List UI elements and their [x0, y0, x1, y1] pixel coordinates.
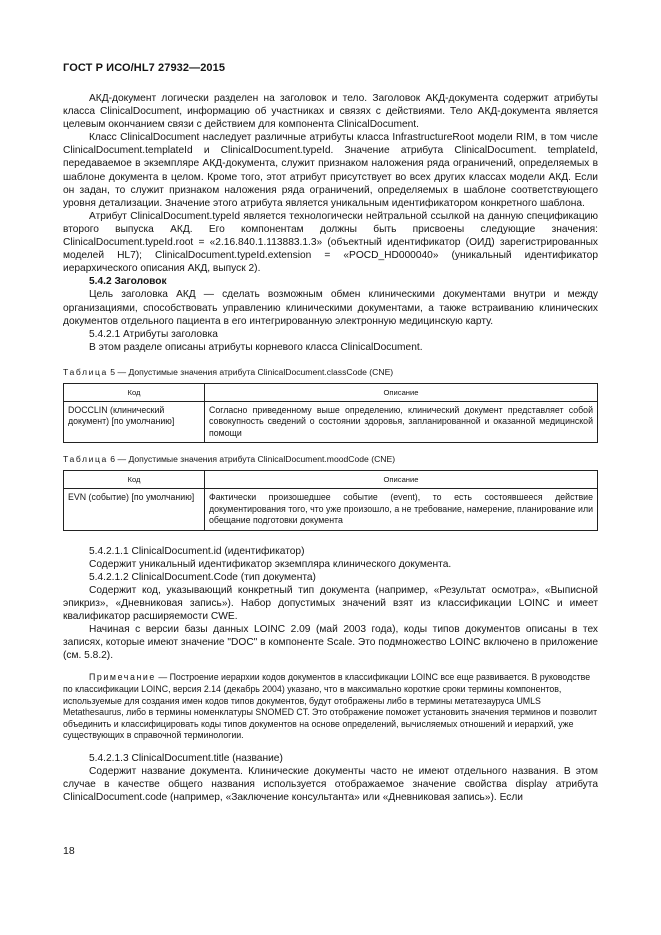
table-cell-code: EVN (событие) [по умолчанию] — [64, 489, 205, 530]
document-body — [63, 92, 598, 804]
paragraph: В этом разделе описаны атрибуты корневого класса ClinicalDocument. — [89, 341, 423, 353]
paragraph: Атрибут ClinicalDocument.typeId является технологически нейтральной ссылкой на данную спецификацию второго выпуска АКД. Его компонентам должны быть присвоены следующие значения: ClinicalDocument.typeId.root = «2.16.840.1.113883.1.3» (объектный идентификатор (ОИД) зарегистрированных моделей HL7); ClinicalDocument.typeId.extension = «POCD_HD000040» (уникальный идентификатор иерархического описания АКД, выпуск 2). — [63, 210, 598, 275]
table-cell-code: DOCCLIN (клинический документ) [по умолчанию] — [64, 401, 205, 442]
table-5 — [63, 383, 598, 443]
paragraph: Цель заголовка АКД — сделать возможным обмен клиническими документами внутри и между организациями, способствовать управлению клиническими документами, а также встраиванию клинических документов отдельного пациента в его интегрированную электронную медицинскую карту. — [63, 289, 598, 327]
section-heading-5-4-2-1-2: 5.4.2.1.2 ClinicalDocument.Code (тип документа) — [89, 571, 316, 583]
table-row — [64, 401, 598, 442]
table-caption-label: Таблица — [63, 366, 108, 377]
note-label: Примечание — [89, 672, 156, 683]
section-heading-5-4-2: 5.4.2 Заголовок — [89, 276, 167, 288]
table-5-caption — [63, 366, 598, 379]
table-cell-description: Фактически произошедшее событие (event), то есть состоявшееся действие документирования того, что уже произошло, а не требование, намерение, планирование или обещание подготовки документа — [205, 489, 598, 530]
section-heading-5-4-2-1: 5.4.2.1 Атрибуты заголовка — [89, 328, 218, 340]
table-caption-text: 6 — Допустимые значения атрибута ClinicalDocument.moodCode (CNE) — [107, 454, 396, 465]
paragraph: Содержит уникальный идентификатор экземпляра клинического документа. — [89, 558, 452, 570]
column-header-code: Код — [64, 471, 205, 489]
section-heading-5-4-2-1-1: 5.4.2.1.1 ClinicalDocument.id (идентификатор) — [89, 545, 305, 557]
column-header-description: Описание — [205, 471, 598, 489]
table-header-row — [64, 383, 598, 401]
section-heading-5-4-2-1-3: 5.4.2.1.3 ClinicalDocument.title (название) — [89, 752, 283, 764]
table-cell-description: Согласно приведенному выше определению, клинический документ представляет собой совокупность сведений о состоянии здоровья, запланированной и оказанной медицинской помощи — [205, 401, 598, 442]
paragraph: Класс ClinicalDocument наследует различные атрибуты класса InfrastructureRoot модели RIM, в том числе ClinicalDocument.templateId и ClinicalDocument.typeId. Значение атрибута ClinicalDocument. templateId, передаваемое в экземпляре АКД-документа, служит признаком наложения ряда ограничений, определяемых в шаблоне документа в целом. Кроме того, этот атрибут присутствует во всех других классах модели АКД. Если он задан, то служит признаком наложения ряда ограничений, определяемых в шаблоне соответствующего уровня детализации. Значение этого атрибута является уникальным идентификатором конкретного шаблона. — [63, 132, 598, 209]
paragraph: Содержит код, указывающий конкретный тип документа (например, «Результат осмотра», «Выписной эпикриз», «Дневниковая запись»). Набор допустимых значений взят из классификации LOINC и имеет квалификатор расширяемости CWE. — [63, 584, 598, 622]
column-header-description: Описание — [205, 383, 598, 401]
table-caption-label: Таблица — [63, 454, 108, 465]
page-number: 18 — [63, 845, 75, 857]
document-header: ГОСТ Р ИСО/HL7 27932—2015 — [63, 62, 226, 74]
paragraph: Содержит название документа. Клинические документы часто не имеют отдельного названия. В этом случае в качестве общего названия используется отображаемое значение свойства display атрибута ClinicalDocument.code (например, «Заключение консультанта» или «Дневниковая запись»). Если — [63, 766, 598, 804]
table-6 — [63, 470, 598, 530]
table-caption-text: 5 — Допустимые значения атрибута ClinicalDocument.classCode (CNE) — [107, 366, 394, 377]
table-header-row — [64, 471, 598, 489]
paragraph: Начиная с версии базы данных LOINC 2.09 (май 2003 года), коды типов документов описаны в тех записях, которые имеют значение "DOC" в компоненте Scale. Это подмножество LOINC включено в приложение (см. 5.8.2). — [63, 624, 598, 662]
table-6-caption — [63, 453, 598, 466]
note-block — [63, 672, 598, 742]
note-text: — Построение иерархии кодов документов в классификации LOINC все еще развивается. В руководстве по классификации LOINC, версия 2.14 (декабрь 2004) указано, что в максимально короткие сроки термины компонентов, используемые для создания имен кодов типов документов, будут отображены либо в термины метатезауруса UMLS Metathesaurus, либо в термины номенклатуры SNOMED CT. Это отображение поможет установить значения терминов и позволит объединить и классифицировать коды типов документов на основе определений, вычисляемых отношений и иерархий, уже существующих в справочной терминологии. — [63, 672, 598, 741]
paragraph: АКД-документ логически разделен на заголовок и тело. Заголовок АКД-документа содержит атрибуты класса ClinicalDocument, информацию об участниках и связях с действиями. Тело АКД-документа является целевым окончанием связи с действием для компонента ClinicalDocument. — [63, 93, 598, 131]
column-header-code: Код — [64, 383, 205, 401]
table-row — [64, 489, 598, 530]
